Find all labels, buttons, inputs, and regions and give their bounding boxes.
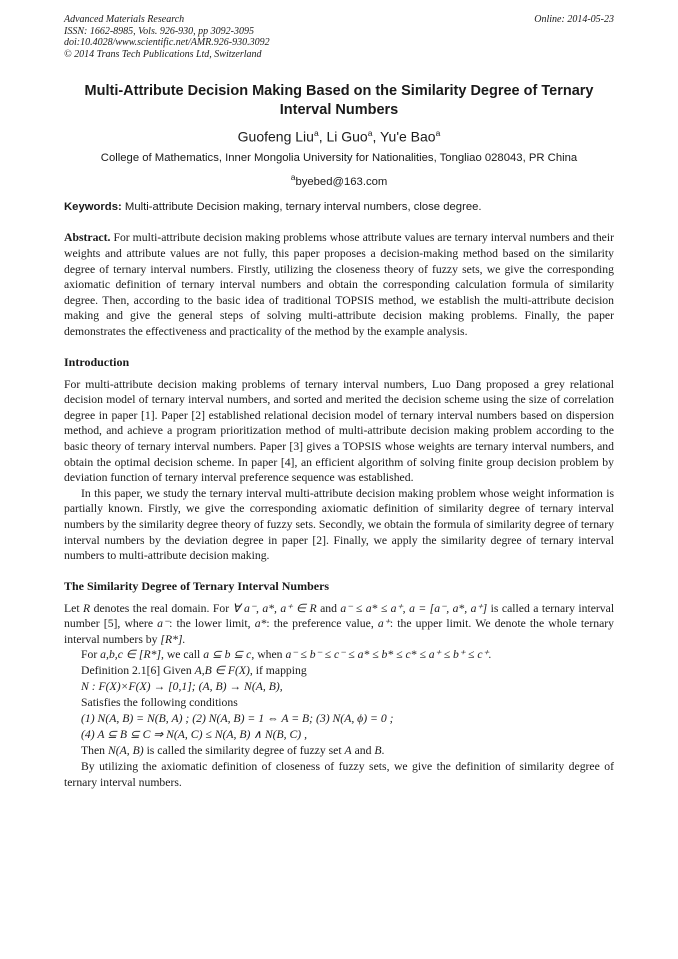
text-span: and [320,601,337,615]
email-sup: a [290,171,296,182]
paper-page [64,14,614,791]
text-span: and [354,744,372,758]
conditions-line-2: (4) A ⊆ B ⊆ C ⇒ N(A, C) ≤ N(A, B) ∧ N(B, C) , [81,728,308,742]
email-line [64,172,614,188]
paper-title: Multi-Attribute Decision Making Based on the Similarity Degree of Ternary Interval Numbers [84,83,594,118]
keywords-text: Multi-attribute Decision making, ternary interval numbers, close degree. [124,201,482,214]
author-sup: a [367,128,373,138]
text-span: . [381,744,385,758]
math-expression: ∀ a⁻, a*, a⁺ ∈ R [232,601,317,615]
section-heading-introduction: Introduction [64,354,130,369]
then-line [64,743,614,759]
text-span: is called the similarity degree of fuzzy set [146,744,342,758]
text-span: : the upper limit. We denote the whole ternary interval numbers by [64,617,615,646]
doi-line: doi:10.4028/www.scientific.net/AMR.926-930.3092 [64,37,270,48]
email-address[interactable]: byebed@163.com [295,175,388,188]
affiliation: College of Mathematics, Inner Mongolia University for Nationalities, Tongliao 028043, PR China [100,151,578,164]
text-span: denotes the real domain. For [93,601,230,615]
text-span: , we call [161,648,201,662]
closing-paragraph: By utilizing the axiomatic definition of closeness of fuzzy sets, we give the definition of similarity degree of ternary interval numbers. [64,760,614,790]
math-expression: a,b,c ∈ [R*] [100,648,161,662]
author-sup: a [313,128,319,138]
author-name: Yu'e Bao [379,128,436,145]
section-heading-similarity: The Similarity Degree of Ternary Interval Numbers [64,578,330,593]
definition-2-1-line [64,663,614,679]
copyright-line: © 2014 Trans Tech Publications Ltd, Switzerland [64,48,262,60]
conditions-line-1: (1) N(A, B) = N(B, A) ; (2) N(A, B) = 1 ⇔ A = B; (3) N(A, ϕ) = 0 ; [81,712,394,726]
online-date: Online: 2014-05-23 [534,14,614,25]
text-span: For [81,648,98,662]
abstract-label: Abstract. [64,231,111,245]
math-symbol: a⁺ [377,617,390,631]
math-expression: a = [a⁻, a*, a⁺] [409,601,488,615]
journal-header [64,14,614,60]
math-symbol: B [374,744,382,758]
issn-line: ISSN: 1662-8985, Vols. 926-930, pp 3092-3095 [64,25,254,37]
author-name: Guofeng Liu [237,128,314,145]
math-symbol: R [83,601,91,615]
text-span: Let [64,601,80,615]
abstract-text: For multi-attribute decision making problems whose attribute values are ternary interval numbers and their weights and attribute values are not fully, this paper proposes a decision-making method based on the similarity degree of ternary interval numbers. Firstly, utilizing the closeness theory of fuzzy sets, we give the corresponding axiomatic definition of ternary interval numbers and obtain the corresponding calculation formula of similarity degree. Then, according to the basic idea of traditional TOPSIS method, we establish the multi-attribute decision making and give the general steps of solving multi-attribute decision making problems. Finally, the paper demonstrates the effectiveness and practicality of the method by the example analysis. [64,231,615,338]
author-list: Guofeng Liu$^a$, Li Guo$^a$, Yu'e Bao$^a$ [237,128,441,145]
math-symbol: a⁻ [157,617,170,631]
math-symbol: A [344,744,352,758]
text-span: Definition 2.1[6] Given [81,664,192,678]
text-span: : the preference value, [266,617,374,631]
abstract [64,230,614,339]
math-expression: N(A, B) [107,744,144,758]
math-expression: a⁻ ≤ a* ≤ a⁺, [340,601,406,615]
math-symbol: a* [254,617,267,631]
math-expression: [R*]. [160,632,186,646]
text-span: , when [251,648,283,662]
mapping-formula: N : F(X)×F(X) → [0,1]; (A, B) → N(A, B), [81,680,283,694]
intro-paragraph-1: For multi-attribute decision making problems of ternary interval numbers, Luo Dang proposed a grey relational decision model of ternary interval numbers, and sorted and merited the decision scheme using the size of correlation degree in paper [1]. Paper [2] established relational decision model of ternary interval numbers based on dispersion method, and achieve a program prioritization method of multi-attribute decision making problem according to the basic theory of ternary interval numbers. Paper [3] gives a TOPSIS whose weights are ternary interval numbers, and obtain the optimal decision scheme. In paper [4], an efficient algorithm of solving finite group decision problem by deviation function of ternary interval preference sequence was established. [64,377,614,485]
math-expression: a ⊆ b ⊆ c [203,648,252,662]
author-sup: a [435,128,441,138]
text-span: : the lower limit, [169,617,251,631]
keywords-label: Keywords: [64,201,122,214]
text-span: is called a ternary interval number [5], where [64,601,615,631]
text-span: Then [81,744,106,758]
text-span: , if mapping [249,664,307,678]
satisfies-line: Satisfies the following conditions [81,696,238,710]
intro-paragraph-2: In this paper, we study the ternary interval multi-attribute decision making problem whose weight information is partially known. Firstly, we give the corresponding axiomatic definition of similarity degree of ternary interval numbers by the similarity degree theory of fuzzy sets. Secondly, we obtain the formula of similarity degree of ternary interval numbers by the deviation degree in paper [2]. Finally, we apply the similarity degree of ternary interval numbers to multi-attribute decision making. [64,486,614,563]
order-relation-line [64,647,614,663]
journal-name: Advanced Materials Research [64,14,185,25]
keywords [64,201,614,213]
math-expression: a⁻ ≤ b⁻ ≤ c⁻ ≤ a* ≤ b* ≤ c* ≤ a⁺ ≤ b⁺ ≤ c⁺. [285,648,492,662]
math-expression: A,B ∈ F(X) [194,664,250,678]
definition-paragraph [64,601,614,648]
author-name: Li Guo [326,128,368,145]
